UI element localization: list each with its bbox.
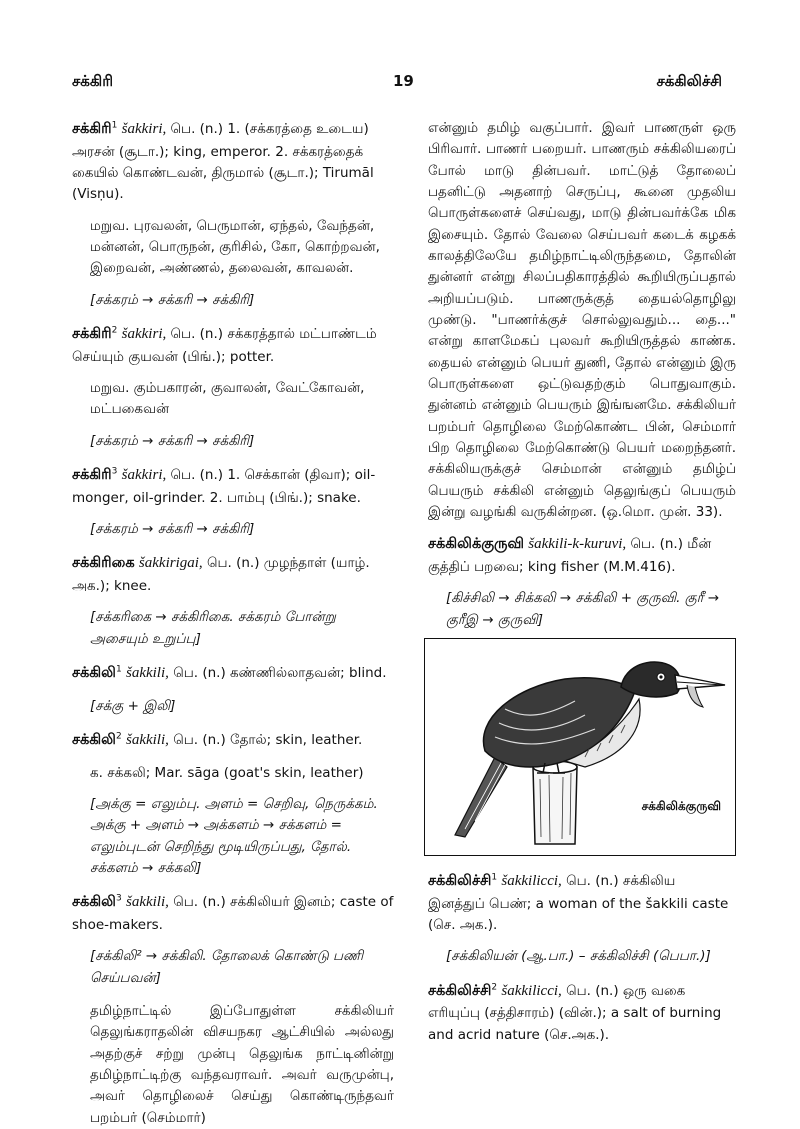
transliteration: šakkiri, (121, 325, 167, 342)
definition: பெ. (n.) சக்கிலியர் இனம்; caste of shoe-makers. (72, 894, 394, 934)
kingfisher-bird-icon (425, 639, 734, 854)
entry-sakkili-k-kuruvi (428, 533, 736, 578)
transliteration: šakkilicci, (501, 982, 562, 999)
headword: சக்கிலிச்சி (428, 873, 492, 889)
homonym-number: 2 (115, 731, 122, 742)
etymology: [சக்கரம் → சக்கரி → சக்கிரி] (90, 432, 255, 449)
entry-sakkilicci-1 (428, 870, 736, 936)
transliteration: šakkirigai, (138, 555, 203, 572)
headword: சக்கிலிக்குருவி (428, 536, 524, 553)
entry-sakkilicci-2 (428, 980, 736, 1046)
transliteration: šakkili, (125, 894, 169, 911)
etymology: [சக்கரம் → சக்கரி → சக்கிரி] (90, 521, 255, 537)
headword: சக்கிரி (72, 121, 112, 137)
headword: சக்கிரி (72, 325, 112, 342)
transliteration: šakkilicci, (501, 873, 562, 889)
definition: பெ. (n.) கண்ணில்லாதவன்; blind. (173, 665, 387, 681)
synonyms: மறுவ. புரவலன், பெருமான், ஏந்தல், வேந்தன், மன்னன், பொருநன், குரிசில், கோ, கொற்றவன், இறைவன், அண்ணல், தலைவன், காவலன். (90, 217, 380, 277)
page-number: 19 (393, 72, 414, 90)
definition: பெ. (n.) தோல்; skin, leather. (173, 732, 363, 749)
figure-caption: சக்கிலிக்குருவி (641, 799, 721, 813)
transliteration: šakkili, (125, 732, 169, 749)
etymology: [அக்கு = எலும்பு. அளம் = செறிவு, நெருக்கம். அக்கு + அளம் → அக்களம் → சக்களம் = எலும்புடன் செறிந்து மூடியிருப்பது, தோல். சக்களம் → சக்கலி] (90, 796, 378, 877)
headword: சக்கிரிகை (72, 555, 135, 572)
definition: பெ. (n.) முழந்தாள் (யாழ். அக.); knee. (72, 555, 370, 595)
homonym-number: 1 (491, 872, 498, 883)
definition: பெ. (n.) மீன் குத்திப் பறவை; king fisher (M.M.416). (428, 536, 712, 575)
transliteration: šakkiri, (121, 121, 167, 137)
header-left-guideword: சக்கிரி (72, 72, 113, 90)
definition: பெ. (n.) ஒரு வகை எரியுப்பு (சத்திசாரம்) (வின்.); a salt of burning and acrid nature (செ.அக.). (428, 982, 722, 1043)
transliteration: šakkili, (125, 665, 169, 681)
right-column (428, 118, 736, 643)
etymology: [சக்கிலியன் (ஆ.பா.) – சக்கிலிச்சி (பெபா.)] (446, 948, 711, 965)
etymology: [சக்கரிகை → சக்கிரிகை. சக்கரம் போன்று அசையும் உறுப்பு] (90, 609, 336, 647)
etymology: [சக்கரம் → சக்கரி → சக்கிரி] (90, 291, 255, 308)
header-right-guideword: சக்கிலிச்சி (656, 72, 722, 90)
definition: பெ. (n.) சக்கரத்தால் மட்பாண்டம் செய்யும் குயவன் (பிங்.); potter. (72, 325, 377, 365)
etymology: [கிச்சிலி → சிக்கலி → சக்கிலி + குருவி. குரீ → குரீஇ → குருவி] (446, 590, 720, 628)
cognates: க. சக்கலி; Mar. sāga (goat's skin, leather) (90, 764, 364, 781)
homonym-number: 1 (111, 120, 118, 131)
entry-sakkili-2 (72, 729, 394, 753)
headword: சக்கிலிச்சி (428, 982, 492, 999)
etymology: [சக்கிலி² → சக்கிலி. தோலைக் கொண்டு பணி செய்பவன்] (90, 948, 364, 986)
commentary-paragraph: தமிழ்நாட்டில் இப்போதுள்ள சக்கிலியர் தெலுங்கராதலின் விசயநகர ஆட்சியில் அல்லது அதற்குச் சற்று முன்பு தெலுங்க நாட்டினின்று தமிழ்நாட்டிற்கு வந்தவராவர். அவர் வருமுன்பு, அவர் தொழிலைச் செய்து கொண்டிருந்தவர் பறம்பர் (செம்மார்) (90, 1003, 394, 1126)
left-column (72, 118, 394, 1129)
entry-sakkili-1 (72, 662, 394, 686)
entry-sakkiri-3 (72, 464, 394, 509)
headword: சக்கிலி (72, 732, 116, 749)
synonyms: மறுவ. கும்பகாரன், குவாலன், வேட்கோவன், மட்பகைவன் (90, 380, 365, 418)
homonym-number: 3 (115, 893, 122, 904)
headword: சக்கிரி (72, 466, 112, 483)
homonym-number: 3 (111, 466, 118, 477)
homonym-number: 2 (111, 325, 118, 336)
right-column-lower (428, 870, 736, 1056)
transliteration: šakkili-k-kuruvi, (528, 536, 627, 553)
definition: பெ. (n.) சக்கிலிய இனத்துப் பெண்; a woman of the šakkili caste (செ. அக.). (428, 873, 729, 934)
definition: பெ. (n.) 1. செக்கான் (திவா); oil-monger, oil-grinder. 2. பாம்பு (பிங்.); snake. (72, 466, 376, 506)
etymology: [சக்கு + இலி] (90, 697, 176, 714)
entry-sakkiri-1 (72, 118, 394, 206)
transliteration: šakkiri, (121, 466, 167, 483)
headword: சக்கிலி (72, 894, 116, 911)
definition: பெ. (n.) 1. (சக்கரத்தை உடைய) அரசன் (சூடா.); king, emperor. 2. சக்கரத்தைக் கையில் கொண்டவன், திருமால் (சூடா.); Tirumāl (Visṇu). (72, 121, 374, 203)
kingfisher-figure (424, 638, 736, 856)
homonym-number: 2 (491, 982, 498, 993)
entry-sakkili-3 (72, 891, 394, 936)
homonym-number: 1 (115, 664, 122, 675)
entry-sakkiri-2 (72, 323, 394, 368)
entry-sakkirigai (72, 552, 394, 597)
headword: சக்கிலி (72, 665, 116, 681)
commentary-continuation: என்னும் தமிழ் வகுப்பார். இவர் பாணருள் ஒரு பிரிவார். பாணர் பறையர். பாணரும் சக்கிலியரைப் போல் மாடு தின்பவர். மாட்டுத் தோலைப் பதனிட்டு அதனாற் செருப்பு, கூனை முதலிய பொருள்களைச் செய்வது, மாடு தின்பவர்க்கே மிக இசையும். தோல் வேலை செய்பவர் கடைக் கழகக் காலத்திலேயே தமிழ்நாட்டிலிருந்தமை, தோலின் துன்னர் என்று சிலப்பதிகாரத்தில் கூறியிருப்பதால் அறியப்படும். பாணருக்குத் தையல்தொழிலு முண்டு. "பாணர்க்குச் சொல்லுவதும்... தை..." என்று காளமேகப் புலவர் கூறியிருத்தல் காண்க. தையல் என்னும் பெயர் துணி, தோல் என்னும் இரு பொருள்களை ஒட்டுவதற்கும் பொதுவாகும். துன்னம் என்னும் பெயரும் இங்ஙனமே. சக்கிலியர் பறம்பர் தொழிலை மேற்கொண்ட பின், செம்மார் பிற தொழிலை மேற்கொண்டு பெயர் மறைந்தனர். சக்கிலியருக்குச் செம்மான் என்னும் தமிழ்ப் பெயரும் சக்கிலி என்னும் தெலுங்குப் பெயரும் இன்று வழங்கி வருகின்றன. (ஒ.மொ. முன். 33). (428, 120, 736, 520)
